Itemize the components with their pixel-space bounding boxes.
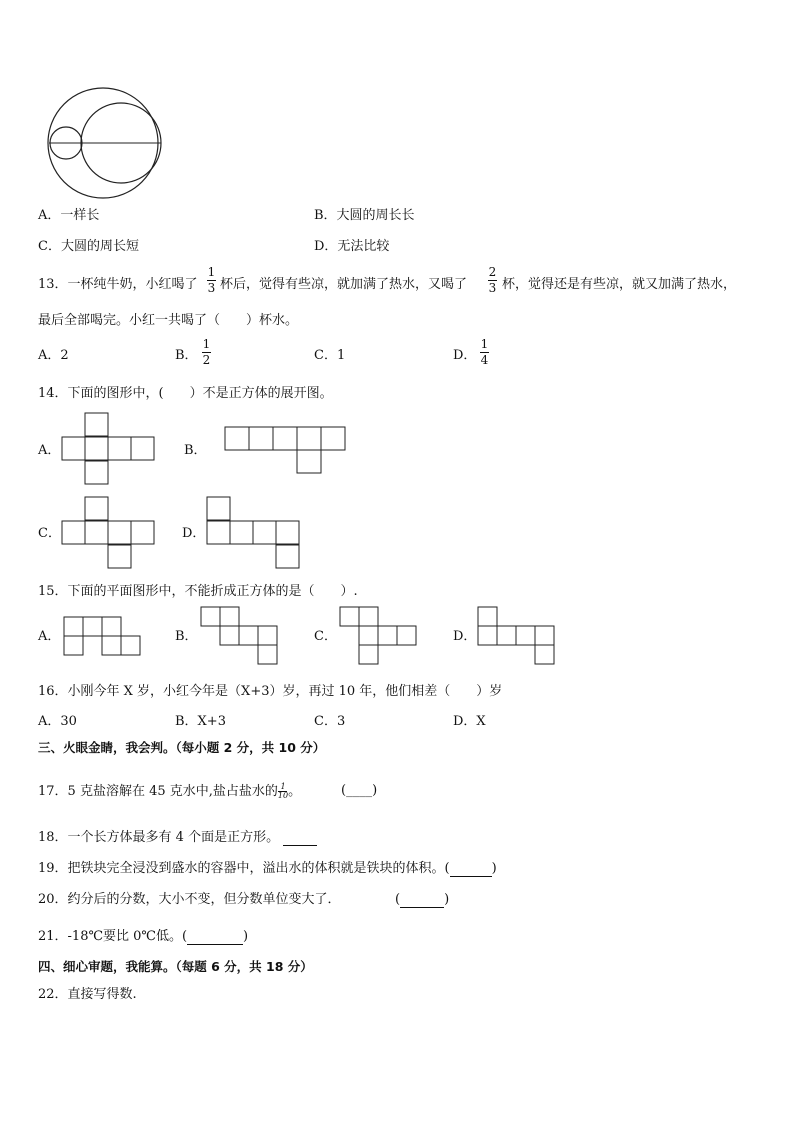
q14-stem: 14．下面的图形中，( ）不是正方体的展开图。 <box>38 386 333 401</box>
q15-net-b <box>201 607 281 667</box>
q13-option-d[interactable]: D． <box>453 348 477 363</box>
q13-stem-line2: 最后全部喝完。小红一共喝了（ ）杯水。 <box>38 313 299 328</box>
q19-text <box>38 861 497 877</box>
q16-option-a[interactable]: A．30 <box>38 714 77 729</box>
q13-option-b[interactable]: B． <box>175 348 198 363</box>
q13-option-b-num: 1 <box>202 337 211 351</box>
q17-tail: 。 <box>288 784 302 799</box>
q12-option-d[interactable]: D．无法比较 <box>314 239 390 254</box>
q14-label-b[interactable]: B． <box>184 443 207 458</box>
q18-stem: 18．一个长方体最多有 4 个面是正方形。 <box>38 830 280 845</box>
q12-option-b[interactable]: B．大圆的周长长 <box>314 208 415 223</box>
q14-label-d[interactable]: D． <box>182 526 206 541</box>
q14-label-a[interactable]: A． <box>38 443 61 458</box>
q13-option-b-den: 2 <box>202 353 211 367</box>
q14-net-a <box>62 413 156 485</box>
q13-fraction-2-den: 3 <box>488 281 497 295</box>
q16-option-c[interactable]: C．3 <box>314 714 346 729</box>
q21-stem: 21．-18℃要比 0℃低。( <box>38 929 188 944</box>
q14-label-c[interactable]: C． <box>38 526 61 541</box>
q20-stem: 20．约分后的分数，大小不变，但分数单位变大了． <box>38 892 341 907</box>
q13-fraction-1-den: 3 <box>207 281 216 295</box>
q13-fraction-2-num: 2 <box>488 265 497 279</box>
q15-net-a <box>64 617 146 659</box>
q15-net-d <box>478 607 558 667</box>
q13-option-d-num: 1 <box>480 337 489 351</box>
q13-stem-part2: 杯后，觉得有些凉，就加满了热水，又喝了 <box>220 277 468 292</box>
q13-option-c[interactable]: C．1 <box>314 348 346 363</box>
q17-fraction-den: 10 <box>277 791 289 800</box>
q18-answer-blank[interactable] <box>283 831 317 846</box>
q13-fraction-1 <box>207 266 216 295</box>
q13-option-d-den: 4 <box>480 353 489 367</box>
q14-net-d <box>207 497 301 569</box>
q20-answer[interactable] <box>395 892 449 908</box>
q17-fraction-num: 1 <box>280 782 286 791</box>
q17-text <box>38 783 301 800</box>
q15-label-a[interactable]: A． <box>38 629 61 644</box>
q20-close: ) <box>444 892 450 907</box>
q17-answer-blank[interactable]: (____) <box>341 783 378 798</box>
q16-stem: 16．小刚今年 X 岁，小红今年是（X+3）岁，再过 10 年，他们相差（ ）岁 <box>38 684 503 699</box>
q16-option-d[interactable]: D．X <box>453 714 486 729</box>
q17-stem: 17．5 克盐溶解在 45 克水中,盐占盐水的 <box>38 784 278 799</box>
q12-option-a[interactable]: A．一样长 <box>38 208 100 223</box>
q15-stem: 15．下面的平面图形中，不能折成正方体的是（ ）. <box>38 584 358 599</box>
q19-tail: ) <box>491 861 497 876</box>
q21-tail: ) <box>243 929 249 944</box>
q15-net-c <box>340 607 420 667</box>
q13-fraction-1-num: 1 <box>207 265 216 279</box>
q13-stem-part1: 13．一杯纯牛奶，小红喝了 <box>38 277 198 292</box>
q21-text <box>38 929 248 945</box>
q20-open: ( <box>395 892 401 907</box>
q20-answer-blank[interactable] <box>400 893 444 908</box>
q22-text: 22．直接写得数. <box>38 987 137 1002</box>
section-4-title: 四、细心审题，我能算。（每题 6 分，共 18 分） <box>38 959 313 974</box>
q15-label-b[interactable]: B． <box>175 629 198 644</box>
q13-stem-part3: 杯，觉得还是有些凉，就又加满了热水， <box>502 277 737 292</box>
q15-label-c[interactable]: C． <box>314 629 337 644</box>
q19-stem: 19．把铁块完全浸没到盛水的容器中，溢出水的体积就是铁块的体积。( <box>38 861 450 876</box>
circles-figure <box>46 86 166 206</box>
section-3-title: 三、火眼金睛，我会判。（每小题 2 分，共 10 分） <box>38 740 326 755</box>
q16-option-b[interactable]: B．X+3 <box>175 714 226 729</box>
q14-net-c <box>62 497 156 569</box>
q21-answer-blank[interactable] <box>187 930 243 945</box>
q12-option-c[interactable]: C．大圆的周长短 <box>38 239 139 254</box>
q15-label-d[interactable]: D． <box>453 629 477 644</box>
q14-net-b <box>225 427 347 475</box>
q13-option-a[interactable]: A．2 <box>38 348 69 363</box>
q19-answer-blank[interactable] <box>450 862 492 877</box>
q13-option-d-fraction <box>480 338 489 367</box>
q13-option-b-fraction <box>202 338 211 367</box>
q13-fraction-2 <box>488 266 497 295</box>
q18-text <box>38 830 317 846</box>
q17-fraction <box>278 783 288 800</box>
